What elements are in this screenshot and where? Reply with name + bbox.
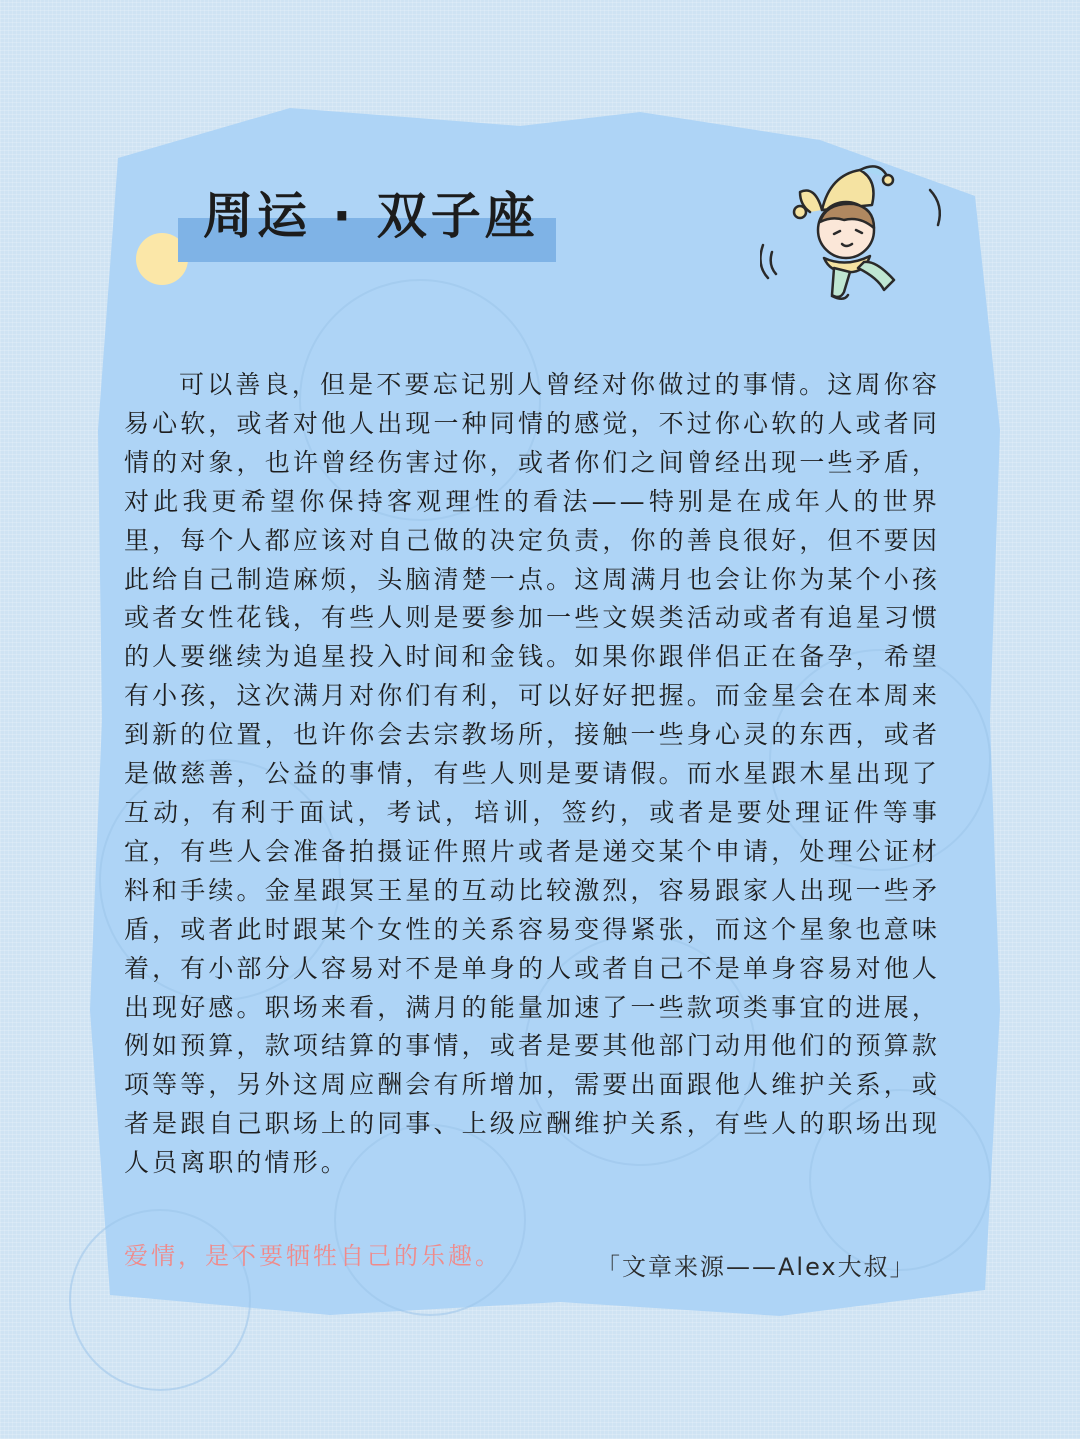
page-title: 周运 · 双子座 [203, 187, 539, 245]
jester-clown-icon [760, 150, 950, 315]
love-quote: 爱情，是不要牺牲自己的乐趣。 [124, 1242, 502, 1270]
article-body: 可以善良，但是不要忘记别人曾经对你做过的事情。这周你容易心软，或者对他人出现一种同情的感觉，不过你心软的人或者同情的对象，也许曾经伤害过你，或者你们之间曾经出现一些矛盾，对此我更希望你保持客观理性的看法——特别是在成年人的世界里，每个人都应该对自己做的决定负责，你的善良很好，但不要因此给自己制造麻烦，头脑清楚一点。这周满月也会让你为某个小孩或者女性花钱，有些人则是要参加一些文娱类活动或者有追星习惯的人要继续为追星投入时间和金钱。如果你跟伴侣正在备孕，希望有小孩，这次满月对你们有利，可以好好把握。而金星会在本周来到新的位置，也许你会去宗教场所，接触一些身心灵的东西，或者是做慈善，公益的事情，有些人则是要请假。而水星跟木星出现了互动，有利于面试，考试，培训，签约，或者是要处理证件等事宜，有些人会准备拍摄证件照片或者是递交某个申请，处理公证材料和手续。金星跟冥王星的互动比较激烈，容易跟家人出现一些矛盾，或者此时跟某个女性的关系容易变得紧张，而这个星象也意味着，有小部分人容易对不是单身的人或者自己不是单身容易对他人出现好感。职场来看，满月的能量加速了一些款项类事宜的进展，例如预算，款项结算的事情，或者是要其他部门动用他们的预算款项等等，另外这周应酬会有所增加，需要出面跟他人维护关系，或者是跟自己职场上的同事、上级应酬维护关系，有些人的职场出现人员离职的情形。 [124, 370, 940, 1178]
article-source: 「文章来源——Alex大叔」 [596, 1253, 916, 1281]
